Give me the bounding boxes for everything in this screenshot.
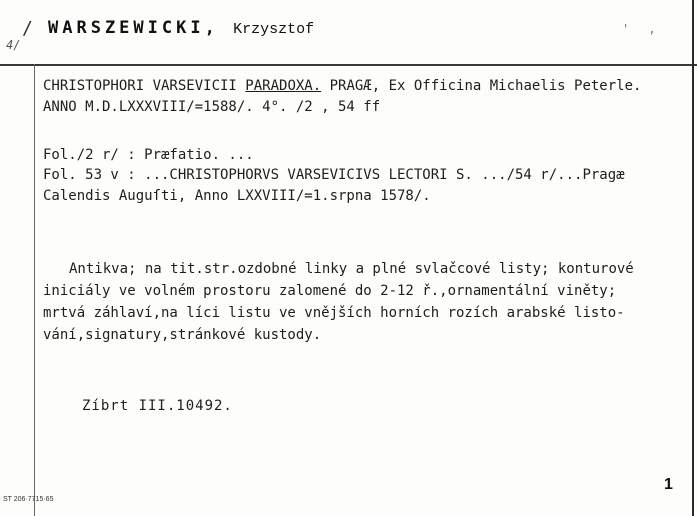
card-number: 1	[664, 476, 673, 493]
author-heading	[48, 18, 314, 38]
description-line: Antikva; na tit.str.ozdobné linky a plné svlačcové listy; konturové	[69, 261, 634, 277]
title-word: PARADOXA.	[245, 78, 322, 94]
title-line-2: ANNO M.D.LXXXVIII/=1588/. 4°. /2 , 54 ff	[43, 99, 381, 115]
author-surname: WARSZEWICKI	[48, 18, 205, 38]
folio-line: Calendis Auguſti, Anno LXXVIII/=1.srpna 1578/.	[43, 188, 431, 204]
handwritten-slash-mark: /	[22, 18, 33, 39]
description-line: iniciály ve volném prostoru zalomené do 2-12 ř.,ornamentální viněty;	[43, 283, 617, 299]
print-stamp: ST 206·7715·65	[3, 496, 54, 503]
card-edge	[692, 0, 694, 516]
author-separator: ,	[204, 18, 219, 38]
folio-line: Fol./2 r/ : Præfatio. ...	[43, 147, 254, 163]
bibliographic-reference: Zíbrt III.10492.	[82, 398, 233, 414]
title-line-1	[43, 76, 641, 96]
description-line: mrtvá záhlaví,na líci listu ve vnějších horních rozích arabské listo-	[43, 305, 625, 321]
margin-rule	[34, 64, 35, 516]
imprint: PRAGÆ, Ex Officina Michaelis Peterle.	[321, 78, 642, 94]
author-given-name: Krzysztof	[233, 21, 315, 38]
description-line: vání,signatury,stránkové kustody.	[43, 327, 322, 343]
header-rule	[0, 64, 697, 66]
folio-line: Fol. 53 v : ...CHRISTOPHORVS VARSEVICIVS LECTORI S. .../54 r/...Pragæ	[43, 167, 625, 183]
title-prefix: CHRISTOPHORI VARSEVICII	[43, 78, 246, 94]
margin-marks: ' ,	[622, 22, 662, 36]
pencil-note: 4/	[6, 38, 21, 52]
physical-description	[43, 258, 658, 346]
